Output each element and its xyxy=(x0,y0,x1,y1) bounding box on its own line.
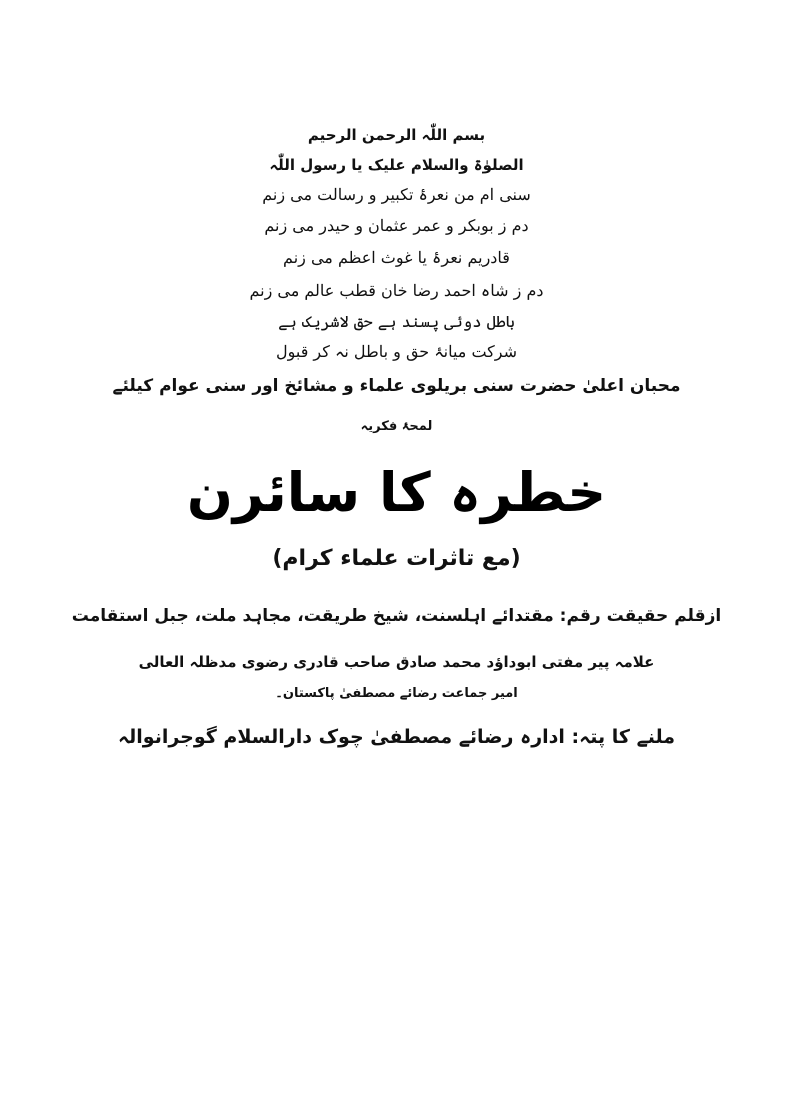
verse-line: دم ز شاہ احمد رضا خان قطب عالم می زنم xyxy=(249,281,544,300)
bismillah: بسم اللّٰہ الرحمن الرحیم xyxy=(307,126,486,144)
title-note: (مع تاثرات علماء کرام) xyxy=(272,546,521,571)
publisher-address: ملنے کا پتہ: ادارہ رضائے مصطفیٰ چوک دارالسلام گوجرانوالہ xyxy=(118,726,675,748)
author-name: علامہ پیر مفتی ابوداؤد محمد صادق صاحب قادری رضوی مدظلہ العالی xyxy=(138,653,655,671)
verse-line: دم ز بوبکر و عمر عثمان و حیدر می زنم xyxy=(264,216,529,235)
audience-line: محبان اعلیٰ حضرت سنی بریلوی علماء و مشائخ اور سنی عوام کیلئے xyxy=(112,376,681,396)
salat-line: الصلوٰۃ والسلام علیک یا رسول اللّٰہ xyxy=(269,156,524,174)
author-role: امیر جماعت رضائے مصطفیٰ پاکستان۔ xyxy=(275,686,518,701)
subtitle: لمحۂ فکریہ xyxy=(360,419,433,434)
author-line: ازقلم حقیقت رقم: مقتدائے اہلسنت، شیخ طریقت، مجاہد ملت، جبل استقامت xyxy=(71,606,722,626)
book-title: خطرہ کا سائرن xyxy=(186,461,607,524)
verse-line: باطل دوئی پسند ہے حق لاشریک ہے xyxy=(278,312,515,331)
verse-line: سنی ام من نعرۂ تکبیر و رسالت می زنم xyxy=(262,185,531,204)
verse-line: شرکت میانۂ حق و باطل نہ کر قبول xyxy=(275,342,518,361)
verse-line: قادریم نعرۂ یا غوث اعظم می زنم xyxy=(283,248,510,267)
